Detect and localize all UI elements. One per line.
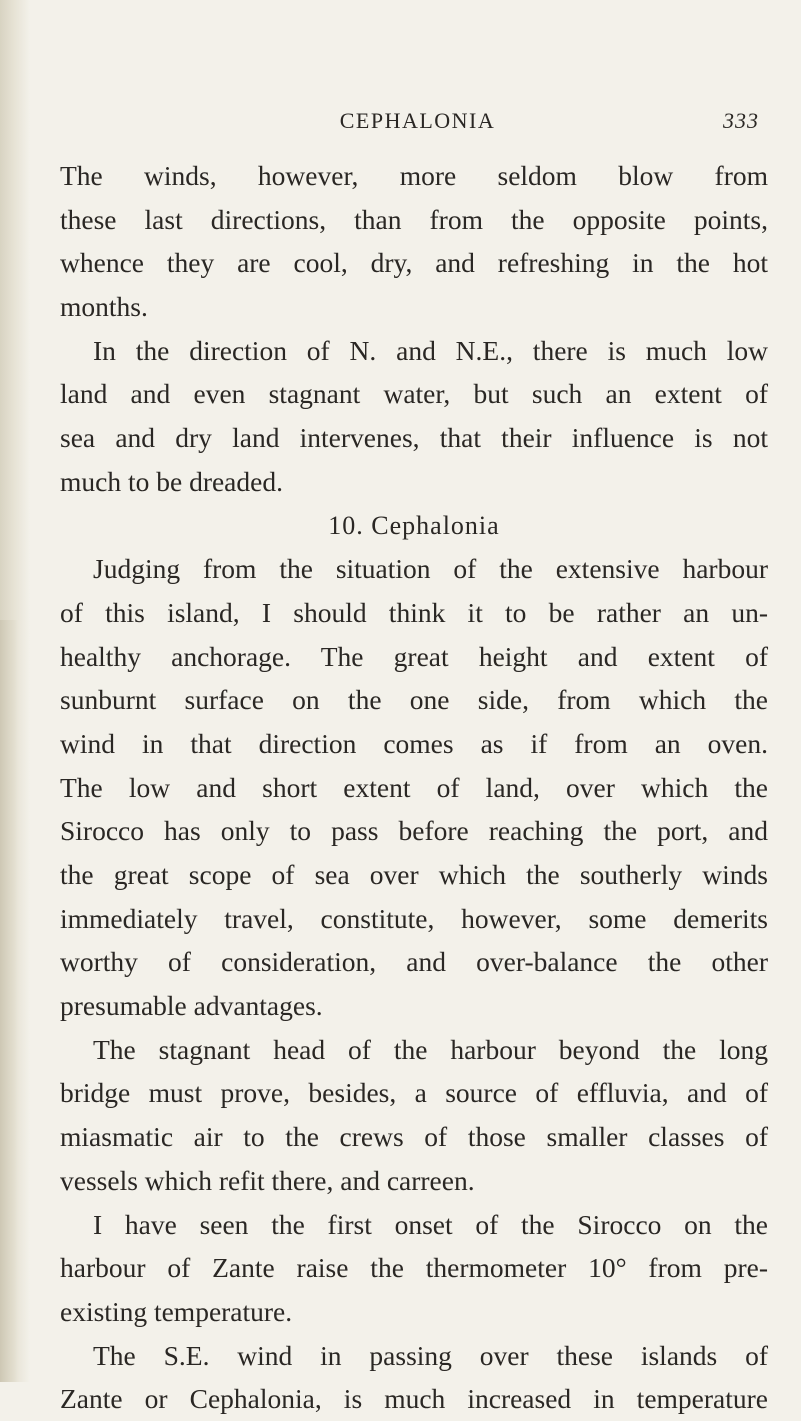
body-text [60,154,768,1421]
text-line: Zante or Cephalonia, is much increased in temperature [60,1383,768,1415]
page-header [60,108,775,148]
text-line: The winds, however, more seldom blow from [60,160,768,191]
text-line: sunburnt surface on the one side, from which the [60,684,768,716]
text-line: worthy of consideration, and over-balance the other [60,946,768,978]
page-number: 333 [723,108,759,133]
text-line: The low and short extent of land, over which the [60,771,768,803]
text-line: I have seen the first onset of the Sirocco on the [93,1208,768,1240]
text-line: sea and dry land intervenes, that their influence is not [60,422,768,454]
section-heading: 10. Cephalonia [328,510,500,540]
text-line: immediately travel, constitute, however, some demerits [60,902,768,934]
text-line: Judging from the situation of the extensive harbour [93,553,768,585]
text-line: wind in that direction comes as if from an oven. [60,727,768,759]
text-line: months. [60,291,148,323]
page-edge-stain [0,620,18,1382]
text-line: The S.E. wind in passing over these islands of [93,1339,768,1371]
text-line: the great scope of sea over which the southerly winds [60,859,768,890]
text-line: The stagnant head of the harbour beyond the long [93,1033,768,1065]
running-title: CEPHALONIA [339,108,496,133]
text-line: existing temperature. [60,1295,293,1327]
text-line: In the direction of N. and N.E., there is much low [93,334,768,366]
text-line: vessels which refit there, and carreen. [60,1164,475,1196]
text-line: bridge must prove, besides, a source of effluvia, and of [60,1077,768,1109]
text-line: Sirocco has only to pass before reaching the port, and [60,815,768,847]
text-line: whence they are cool, dry, and refreshing in the hot [60,247,768,279]
text-line: miasmatic air to the crews of those smaller classes of [60,1121,768,1153]
text-line: healthy anchorage. The great height and extent of [60,640,768,672]
text-line: harbour of Zante raise the thermometer 10° from pre- [60,1252,768,1284]
text-line: land and even stagnant water, but such an extent of [60,378,768,410]
text-line: presumable advantages. [60,990,323,1022]
text-line: these last directions, than from the opposite points, [60,203,768,235]
text-line: of this island, I should think it to be rather an un- [60,596,768,628]
text-line: much to be dreaded. [60,465,283,497]
